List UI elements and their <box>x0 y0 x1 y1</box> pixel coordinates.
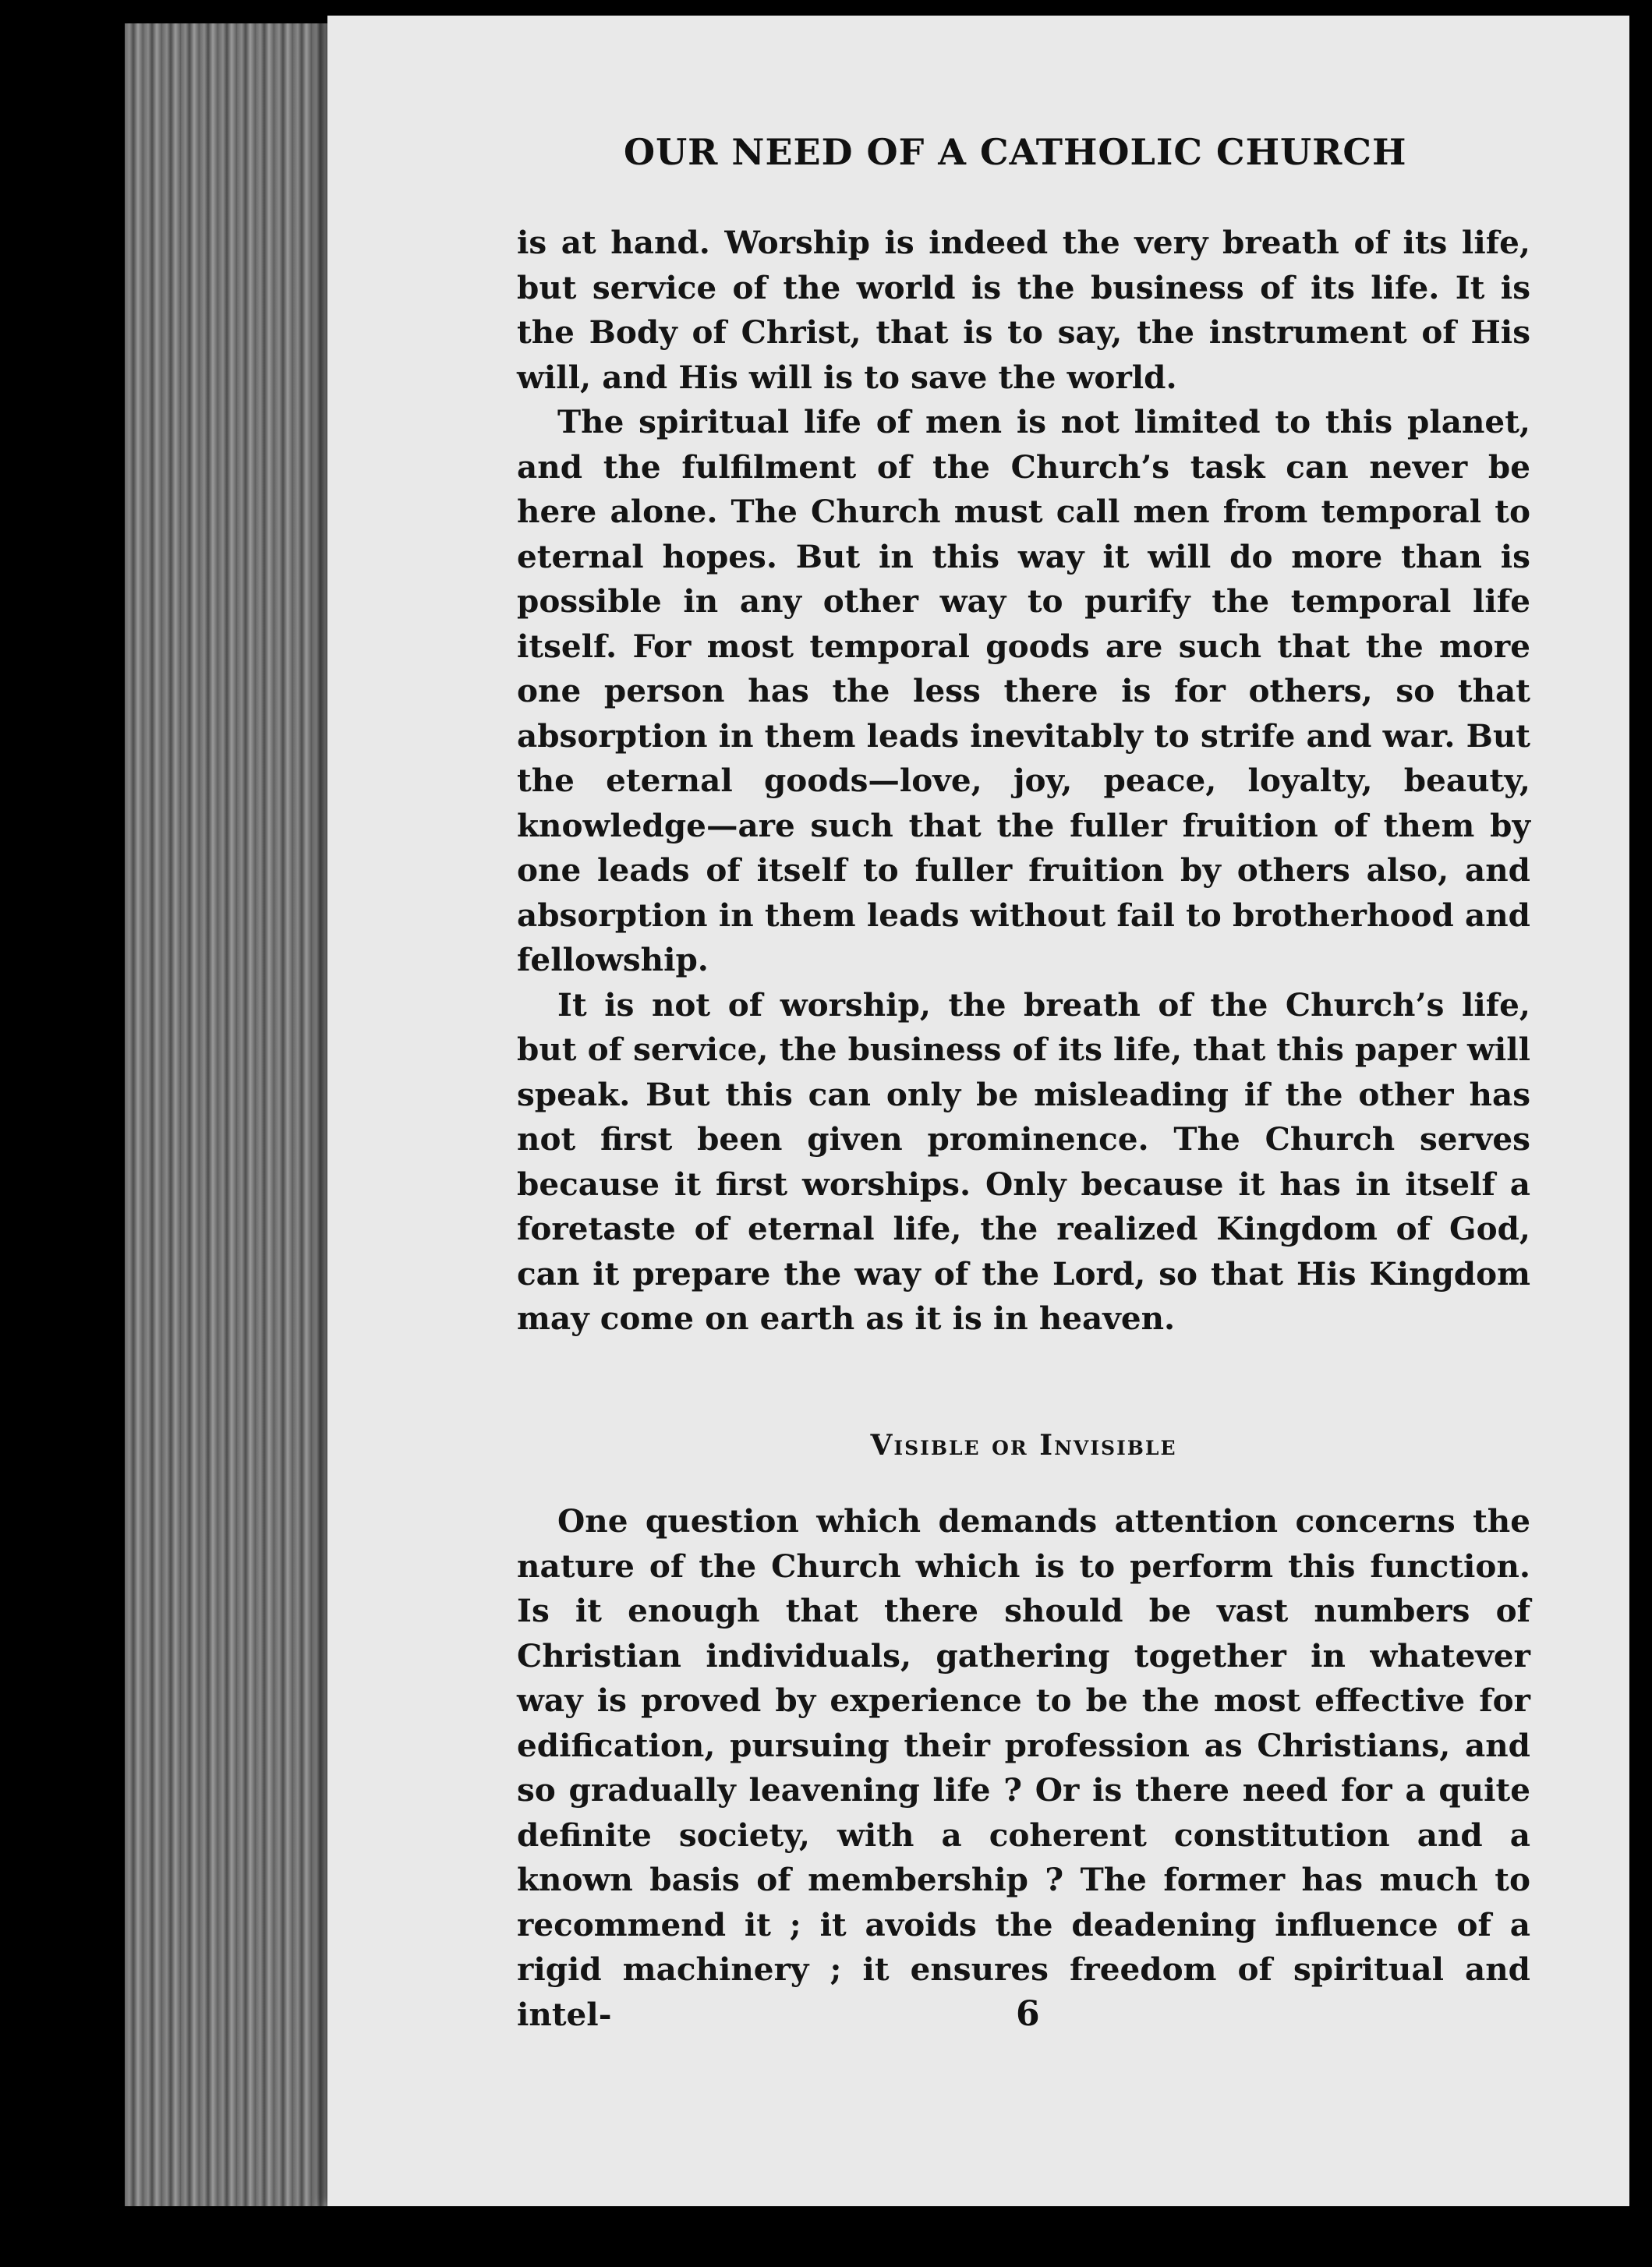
running-header: OUR NEED OF A CATHOLIC CHURCH <box>624 131 1407 173</box>
paragraph-1: is at hand. Worship is indeed the very breath of its life, but service of the world is the business of its life. It is the Body of Christ, that is to say, the instrument of His will, and His will is to save the world. <box>517 224 1530 396</box>
page-body <box>517 221 1530 2037</box>
paragraph-3: It is not of worship, the breath of the Church’s life, but of service, the business of its life, that this paper will speak. But this can only be misleading if the other has not first been given prominence. The Church serves because it first worships. Only because it has in itself a foretaste of eternal life, the realized Kingdom of God, can it prepare the way of the Lord, so that His Kingdom may come on earth as it is in heaven. <box>517 985 1530 1337</box>
paragraph-2: The spiritual life of men is not limited to this planet, and the fulfilment of the Church’s task can never be here alone. The Church must call men from temporal to eternal hopes. But in this way it will do more than is possible in any other way to purify the temporal life itself. For most temporal goods are such that the more one person has the less there is for others, so that absorption in them leads inevitably to strife and war. But the eternal goods—love, joy, peace, loyalty, beauty, knowledge—are such that the fuller fruition of them by one leads of itself to fuller fruition by others also, and absorption in them leads without fail to brotherhood and fellowship. <box>517 403 1530 978</box>
page-number: 6 <box>1016 1994 1040 2034</box>
section-heading: Visible or Invisible <box>870 1428 1177 1462</box>
book-page-edges <box>125 23 359 2206</box>
paragraph-4: One question which demands attention concerns the nature of the Church which is to perform this function. Is it enough that there should be vast numbers of Christian individuals, gathering together in whatever way is proved by experience to be the most effective for edification, pursuing their profession as Christians, and so gradually leavening life ? Or is there need for a quite definite society, with a coherent constitution and a known basis of membership ? The former has much to recommend it ; it avoids the deadening influence of a rigid machinery ; it ensures freedom of spiritual and intel- <box>517 1502 1530 2033</box>
